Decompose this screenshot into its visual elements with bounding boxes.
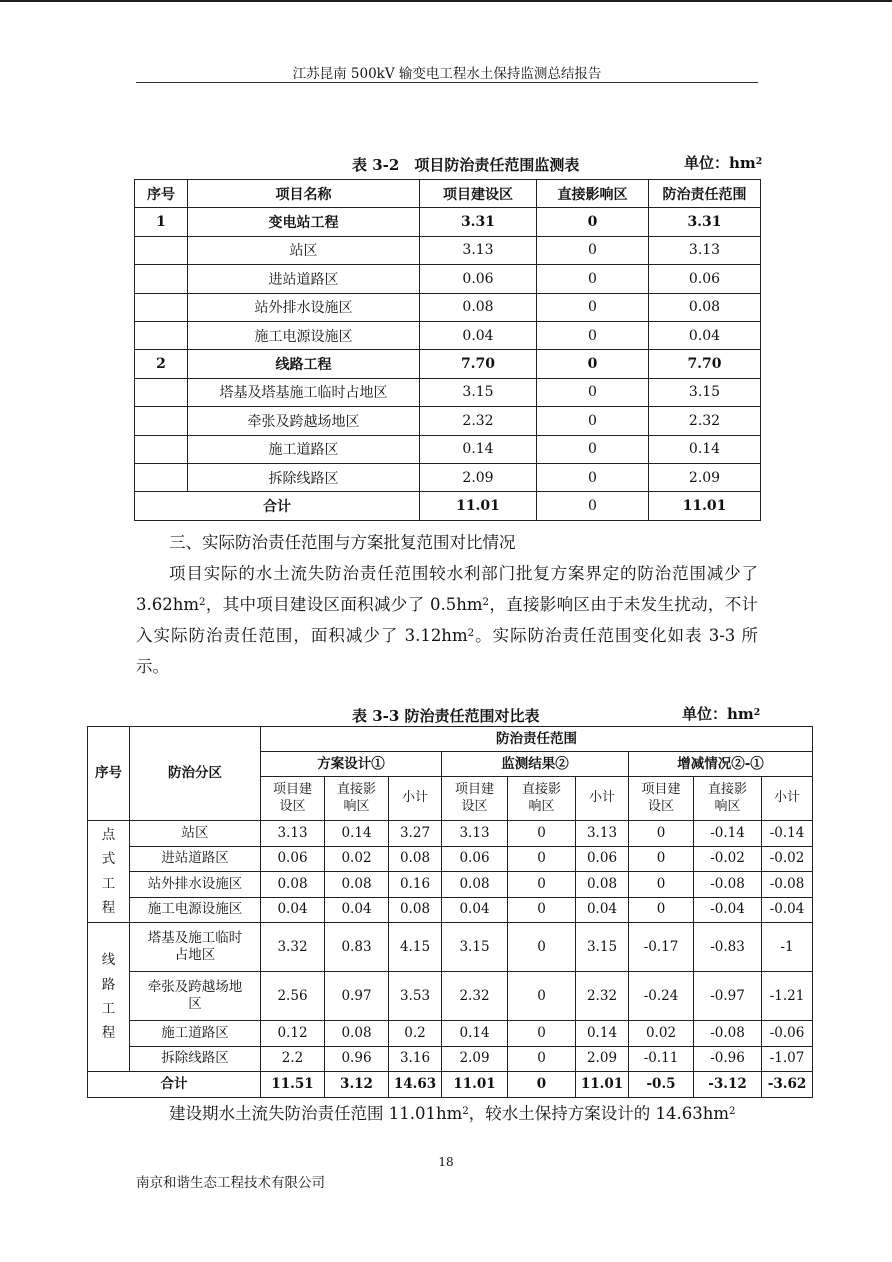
table-total-row	[88, 1072, 813, 1098]
header-cell: 序号	[135, 180, 188, 208]
table-row	[135, 463, 761, 491]
cell-zone: 进站道路区	[130, 846, 261, 872]
cell-value: 0	[508, 897, 576, 923]
header-cell-zone: 防治分区	[130, 727, 261, 821]
total-value: -0.5	[629, 1072, 694, 1098]
paragraph-1: 项目实际的水土流失防治责任范围较水利部门批复方案界定的防治范围减少了 $3.62hm^2$，其中项目建设区面积减少了 $0.5hm^2$，直接影响区由于未发生扰动，不计入实际防治责任范围，面积减少了 $3.12hm^2$。实际防治责任范围变化如表 3-3 所示。	[136, 564, 758, 676]
cell-zone: 牵张及跨越场地区	[130, 972, 261, 1021]
cell-direct: 0	[537, 435, 649, 463]
table-row	[135, 350, 761, 378]
page-number: 18	[438, 1155, 454, 1169]
cell-no: 1	[135, 208, 188, 236]
cell-value: 0	[508, 872, 576, 898]
cell-value: 3.13	[442, 821, 508, 847]
cell-value: 2.09	[576, 1046, 629, 1072]
cell-value: -0.08	[694, 872, 762, 898]
cell-no	[135, 378, 188, 406]
cell-total: 0.08	[649, 293, 761, 321]
cell-direct: 0	[537, 208, 649, 236]
header-sub-subtotal: 小计	[389, 777, 442, 821]
cell-value: 0.08	[261, 872, 325, 898]
cell-build: 2.09	[420, 463, 537, 491]
cell-build: 7.70	[420, 350, 537, 378]
cell-value: 0.06	[261, 846, 325, 872]
cell-value: 0.16	[389, 872, 442, 898]
cell-value: -0.04	[694, 897, 762, 923]
cell-direct: 0	[537, 321, 649, 349]
cell-value: 0.12	[261, 1021, 325, 1047]
cell-value: 0.08	[325, 872, 389, 898]
cell-total: 2.09	[649, 463, 761, 491]
cell-value: 0.08	[576, 872, 629, 898]
table-row	[88, 1021, 813, 1047]
header-group-monitor: 监测结果②	[442, 752, 629, 777]
body-text	[136, 527, 758, 682]
cell-value: 0.97	[325, 972, 389, 1021]
cell-value: -0.14	[694, 821, 762, 847]
header-group-plan: 方案设计①	[261, 752, 442, 777]
cell-name: 牵张及跨越场地区	[188, 407, 420, 435]
header-sub-subtotal: 小计	[762, 777, 813, 821]
total-value: 11.01	[442, 1072, 508, 1098]
cell-no	[135, 463, 188, 491]
cell-direct: 0	[537, 407, 649, 435]
cell-value: 2.32	[576, 972, 629, 1021]
table-3-2	[134, 179, 761, 521]
cell-value: -1	[762, 923, 813, 972]
cell-name: 施工道路区	[188, 435, 420, 463]
cell-value: 0	[629, 846, 694, 872]
cell-value: -0.06	[762, 1021, 813, 1047]
group-point-engineering: 点式工程	[88, 821, 130, 923]
cell-total: 2.32	[649, 407, 761, 435]
cell-value: 0.96	[325, 1046, 389, 1072]
cell-total: 0.06	[649, 265, 761, 293]
cell-value: -1.21	[762, 972, 813, 1021]
header-cell: 防治责任范围	[649, 180, 761, 208]
cell-build: 3.13	[420, 236, 537, 264]
cell-value: -1.07	[762, 1046, 813, 1072]
cell-name: 进站道路区	[188, 265, 420, 293]
header-cell: 项目建设区	[420, 180, 537, 208]
header-sub-direct: 直接影响区	[508, 777, 576, 821]
cell-value: 0.04	[325, 897, 389, 923]
cell-value: 2.32	[442, 972, 508, 1021]
cell-no	[135, 265, 188, 293]
cell-total: 3.31	[649, 208, 761, 236]
cell-total: 0.14	[649, 435, 761, 463]
cell-direct: 0	[537, 378, 649, 406]
cell-build: 2.32	[420, 407, 537, 435]
total-value: 0	[508, 1072, 576, 1098]
cell-build: 3.15	[420, 378, 537, 406]
cell-value: 0.02	[629, 1021, 694, 1047]
paragraph-2: 建设期水土流失防治责任范围 $11.01hm^2$，较水土保持方案设计的 $14.63hm^2$	[169, 1104, 736, 1123]
total-value: 3.12	[325, 1072, 389, 1098]
page-header-title: 江苏昆南 500kV 输变电工程水土保持监测总结报告	[292, 66, 602, 82]
total-value: 11.51	[261, 1072, 325, 1098]
cell-build: 0.06	[420, 265, 537, 293]
cell-total: 0.04	[649, 321, 761, 349]
cell-value: -0.83	[694, 923, 762, 972]
total-value: 11.01	[576, 1072, 629, 1098]
cell-value: 0	[629, 872, 694, 898]
section-heading: 三、实际防治责任范围与方案批复范围对比情况	[169, 533, 516, 552]
table-row	[88, 872, 813, 898]
table2-unit: 单位：$hm^2$	[682, 705, 761, 723]
cell-zone: 拆除线路区	[130, 1046, 261, 1072]
table-row	[135, 378, 761, 406]
cell-zone: 站区	[130, 821, 261, 847]
cell-value: 0.14	[576, 1021, 629, 1047]
cell-zone: 塔基及施工临时占地区	[130, 923, 261, 972]
table1-unit: 单位：$hm^2$	[684, 154, 763, 172]
header-sub-build: 项目建设区	[442, 777, 508, 821]
cell-value: 0.06	[442, 846, 508, 872]
cell-no	[135, 321, 188, 349]
cell-value: -0.02	[762, 846, 813, 872]
header-group-change: 增减情况②-①	[629, 752, 813, 777]
cell-name: 拆除线路区	[188, 463, 420, 491]
table-total-row	[135, 492, 761, 520]
table-header-row	[135, 180, 761, 208]
cell-build: 0.04	[420, 321, 537, 349]
cell-zone: 施工电源设施区	[130, 897, 261, 923]
cell-value: 0.08	[389, 846, 442, 872]
cell-value: 3.15	[576, 923, 629, 972]
header-sub-build: 项目建设区	[629, 777, 694, 821]
header-cell-no: 序号	[88, 727, 130, 821]
cell-direct: 0	[537, 293, 649, 321]
table-row	[135, 407, 761, 435]
cell-zone: 站外排水设施区	[130, 872, 261, 898]
cell-value: 2.2	[261, 1046, 325, 1072]
cell-direct: 0	[537, 463, 649, 491]
cell-value: -0.97	[694, 972, 762, 1021]
cell-value: 0	[508, 972, 576, 1021]
cell-value: 3.32	[261, 923, 325, 972]
cell-value: 4.15	[389, 923, 442, 972]
total-value: -3.12	[694, 1072, 762, 1098]
cell-value: 2.09	[442, 1046, 508, 1072]
top-border-line	[0, 0, 892, 2]
table-row	[88, 897, 813, 923]
cell-value: 0.06	[576, 846, 629, 872]
cell-value: 0.14	[442, 1021, 508, 1047]
cell-value: 0.2	[389, 1021, 442, 1047]
header-cell: 直接影响区	[537, 180, 649, 208]
table1-caption: 表 3-2 项目防治责任范围监测表	[352, 156, 580, 174]
header-sub-direct: 直接影响区	[694, 777, 762, 821]
cell-value: 3.15	[442, 923, 508, 972]
cell-direct: 0	[537, 350, 649, 378]
cell-total: 7.70	[649, 350, 761, 378]
cell-total: 3.15	[649, 378, 761, 406]
total-value: -3.62	[762, 1072, 813, 1098]
cell-value: -0.24	[629, 972, 694, 1021]
cell-value: -0.08	[762, 872, 813, 898]
cell-build: 0.14	[420, 435, 537, 463]
header-cell-range: 防治责任范围	[261, 727, 813, 752]
cell-name: 站区	[188, 236, 420, 264]
table-row	[135, 236, 761, 264]
total-label: 合计	[88, 1072, 261, 1098]
cell-value: 3.13	[261, 821, 325, 847]
cell-name: 施工电源设施区	[188, 321, 420, 349]
group-line-engineering: 线路工程	[88, 923, 130, 1072]
cell-value: 0	[508, 923, 576, 972]
table-row	[135, 208, 761, 236]
cell-value: 2.56	[261, 972, 325, 1021]
header-sub-subtotal: 小计	[576, 777, 629, 821]
cell-value: 0	[508, 1021, 576, 1047]
table2-caption: 表 3-3 防治责任范围对比表	[352, 707, 540, 725]
total-value: 14.63	[389, 1072, 442, 1098]
cell-name: 线路工程	[188, 350, 420, 378]
table-row	[88, 923, 813, 972]
cell-no	[135, 407, 188, 435]
cell-value: 3.27	[389, 821, 442, 847]
total-total: 11.01	[649, 492, 761, 520]
cell-value: -0.02	[694, 846, 762, 872]
cell-value: 3.53	[389, 972, 442, 1021]
cell-value: 0.04	[442, 897, 508, 923]
table-row	[88, 972, 813, 1021]
cell-build: 3.31	[420, 208, 537, 236]
cell-name: 塔基及塔基施工临时占地区	[188, 378, 420, 406]
header-rule	[136, 82, 758, 83]
cell-value: -0.08	[694, 1021, 762, 1047]
cell-direct: 0	[537, 265, 649, 293]
cell-value: 0.04	[576, 897, 629, 923]
cell-value: 0	[508, 1046, 576, 1072]
table-row	[135, 293, 761, 321]
cell-value: 0	[629, 821, 694, 847]
footer-company: 南京和谐生态工程技术有限公司	[136, 1175, 325, 1191]
table-row	[135, 435, 761, 463]
cell-zone: 施工道路区	[130, 1021, 261, 1047]
header-sub-build: 项目建设区	[261, 777, 325, 821]
cell-build: 0.08	[420, 293, 537, 321]
table-row	[135, 321, 761, 349]
cell-value: -0.96	[694, 1046, 762, 1072]
cell-value: -0.04	[762, 897, 813, 923]
table-header-row	[88, 727, 813, 752]
header-cell: 项目名称	[188, 180, 420, 208]
cell-value: 0.08	[325, 1021, 389, 1047]
cell-value: 0.08	[442, 872, 508, 898]
header-sub-direct: 直接影响区	[325, 777, 389, 821]
cell-total: 3.13	[649, 236, 761, 264]
cell-value: -0.11	[629, 1046, 694, 1072]
cell-value: -0.17	[629, 923, 694, 972]
table-row	[88, 1046, 813, 1072]
cell-name: 站外排水设施区	[188, 293, 420, 321]
table-row	[135, 265, 761, 293]
cell-no	[135, 435, 188, 463]
cell-value: 0.04	[261, 897, 325, 923]
cell-no	[135, 293, 188, 321]
table-3-3	[87, 726, 813, 1098]
cell-value: -0.14	[762, 821, 813, 847]
cell-value: 0.08	[389, 897, 442, 923]
cell-value: 3.16	[389, 1046, 442, 1072]
cell-value: 0	[629, 897, 694, 923]
cell-value: 0	[508, 846, 576, 872]
total-label: 合计	[135, 492, 420, 520]
cell-name: 变电站工程	[188, 208, 420, 236]
cell-value: 0	[508, 821, 576, 847]
body-text-2	[136, 1098, 758, 1129]
table-row	[88, 821, 813, 847]
total-build: 11.01	[420, 492, 537, 520]
cell-value: 0.14	[325, 821, 389, 847]
cell-value: 0.02	[325, 846, 389, 872]
cell-value: 3.13	[576, 821, 629, 847]
cell-value: 0.83	[325, 923, 389, 972]
cell-direct: 0	[537, 236, 649, 264]
cell-no: 2	[135, 350, 188, 378]
total-direct: 0	[537, 492, 649, 520]
table-row	[88, 846, 813, 872]
cell-no	[135, 236, 188, 264]
